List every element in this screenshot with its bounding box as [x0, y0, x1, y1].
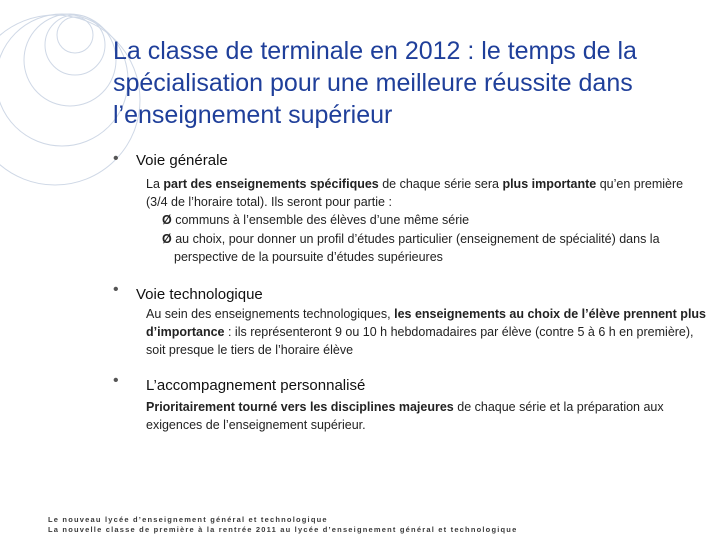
bullet-2: •	[113, 281, 119, 298]
list-item: Ø communs à l’ensemble des élèves d’une même série	[162, 213, 470, 227]
section-heading-general: Voie générale	[136, 152, 228, 169]
section-technologique-text: Au sein des enseignements technologiques, les enseignements au choix de l’élève prennent plus d’importance : ils représenteront 9 ou 10 h hebdomadaires par élève (contre 5 à 6 h en première), soit presque le tiers de l’horaire élève	[146, 307, 707, 357]
section-accompagnement-text: Prioritairement tourné vers les disciplines majeures de chaque série et la préparation aux exigences de l’enseignement supérieur.	[146, 400, 664, 432]
bullet-1: •	[113, 150, 119, 167]
section-heading-technologique: Voie technologique	[136, 286, 263, 303]
section-general-text: La part des enseignements spécifiques de chaque série sera plus importante qu’en première (3/4 de l’horaire total). Ils seront pour partie :	[146, 177, 684, 209]
arrow-icon: Ø	[162, 232, 172, 246]
arrow-icon: Ø	[162, 213, 172, 227]
bullet-3: •	[113, 372, 119, 389]
list-item: Ø au choix, pour donner un profil d’études particulier (enseignement de spécialité) dans la perspective de la poursuite d’études supérieures	[162, 232, 660, 264]
footer-line-2: La nouvelle classe de première à la rentrée 2011 au lycée d’enseignement général et technologique	[48, 525, 518, 534]
section-heading-accompagnement: L’accompagnement personnalisé	[146, 377, 366, 394]
footer-line-1: Le nouveau lycée d’enseignement général et technologique	[48, 515, 328, 524]
page-title: La classe de terminale en 2012 : le temps de la spécialisation pour une meilleure réussite dans l’enseignement supérieur	[113, 37, 637, 129]
